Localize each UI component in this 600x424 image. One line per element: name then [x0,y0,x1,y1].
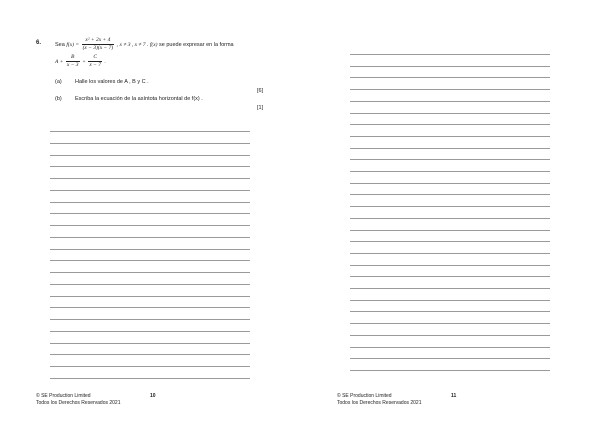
answer-line[interactable] [50,296,250,297]
part-a-label: (a) [55,79,62,85]
form-constant: A + [55,58,64,65]
answer-line[interactable] [350,101,550,102]
answer-line[interactable] [350,311,550,312]
answer-line[interactable] [350,358,550,359]
form-fraction-1-denominator: x − 3 [66,62,79,68]
answer-line[interactable] [350,253,550,254]
answer-line[interactable] [50,272,250,273]
answer-line[interactable] [50,178,250,179]
answer-line[interactable] [350,300,550,301]
answer-line[interactable] [50,190,250,191]
question-stem [55,37,234,52]
answer-line[interactable] [350,148,550,149]
answer-line[interactable] [50,331,250,332]
answer-line[interactable] [350,370,550,371]
function-label: f(x) = [66,41,80,48]
answer-line[interactable] [50,378,250,379]
answer-line[interactable] [50,319,250,320]
answer-line[interactable] [50,143,250,144]
part-b-text: Escriba la ecuación de la asíntota horizontal de f(x) . [75,96,203,102]
answer-line[interactable] [50,260,250,261]
part-a-marks: [6] [257,88,264,94]
form-fraction-2-denominator: x − 7 [89,62,101,68]
stem-trail: se puede expresar en la forma [159,41,234,48]
answer-line[interactable] [50,354,250,355]
answer-line[interactable] [350,159,550,160]
copyright-line: © SE Production Limited [337,393,392,399]
answer-line[interactable] [350,171,550,172]
answer-line[interactable] [350,347,550,348]
answer-line[interactable] [350,183,550,184]
rights-line: Todos los Derechos Reservados 2021 [36,399,121,406]
question-number: 6. [36,40,42,46]
answer-line[interactable] [50,284,250,285]
answer-line[interactable] [50,155,250,156]
answer-line[interactable] [50,249,250,250]
form-plus: + [82,58,86,65]
answer-line[interactable] [50,202,250,203]
page-number-right: 11 [451,393,457,399]
answer-line[interactable] [350,335,550,336]
part-a-text: Halle los valores de A , B y C . [75,79,149,85]
answer-line[interactable] [350,113,550,114]
answer-line[interactable] [350,54,550,55]
answer-line[interactable] [50,366,250,367]
domain-conditions: , x ≠ 3 , x ≠ 7 . [116,41,149,48]
answer-line[interactable] [50,166,250,167]
page-number-left: 10 [150,393,156,399]
copyright-footer-left [36,393,121,406]
copyright-line: © SE Production Limited [36,393,91,399]
partial-fraction-form [55,54,106,69]
answer-line[interactable] [50,343,250,344]
function-inline: f(x) [149,41,158,48]
fraction-numerator: x² + 2x + 4 [82,37,115,45]
answer-line[interactable] [50,131,250,132]
answer-line[interactable] [350,124,550,125]
form-fraction-1-numerator: B [66,54,80,62]
answer-line[interactable] [50,307,250,308]
answer-line[interactable] [350,265,550,266]
stem-lead: Sea [55,41,65,48]
copyright-footer-right [337,393,422,406]
part-b-marks: [1] [257,105,264,111]
answer-line[interactable] [350,241,550,242]
answer-line[interactable] [350,66,550,67]
answer-line[interactable] [350,194,550,195]
function-fraction [82,37,115,52]
form-fraction-2-numerator: C [88,54,102,62]
answer-line[interactable] [50,225,250,226]
answer-line[interactable] [50,237,250,238]
answer-line[interactable] [350,230,550,231]
answer-line[interactable] [350,136,550,137]
form-period: . [104,58,106,65]
form-fraction-2 [88,54,102,69]
answer-line[interactable] [350,276,550,277]
fraction-denominator: (x − 3)(x − 7) [82,45,114,51]
rights-line: Todos los Derechos Reservados 2021 [337,399,422,406]
answer-line[interactable] [350,323,550,324]
answer-line[interactable] [350,89,550,90]
answer-line[interactable] [350,206,550,207]
answer-line[interactable] [350,77,550,78]
answer-line[interactable] [350,218,550,219]
form-fraction-1 [66,54,80,69]
answer-line[interactable] [350,288,550,289]
part-b-label: (b) [55,96,62,102]
exam-page-right [300,0,600,424]
answer-line[interactable] [50,213,250,214]
